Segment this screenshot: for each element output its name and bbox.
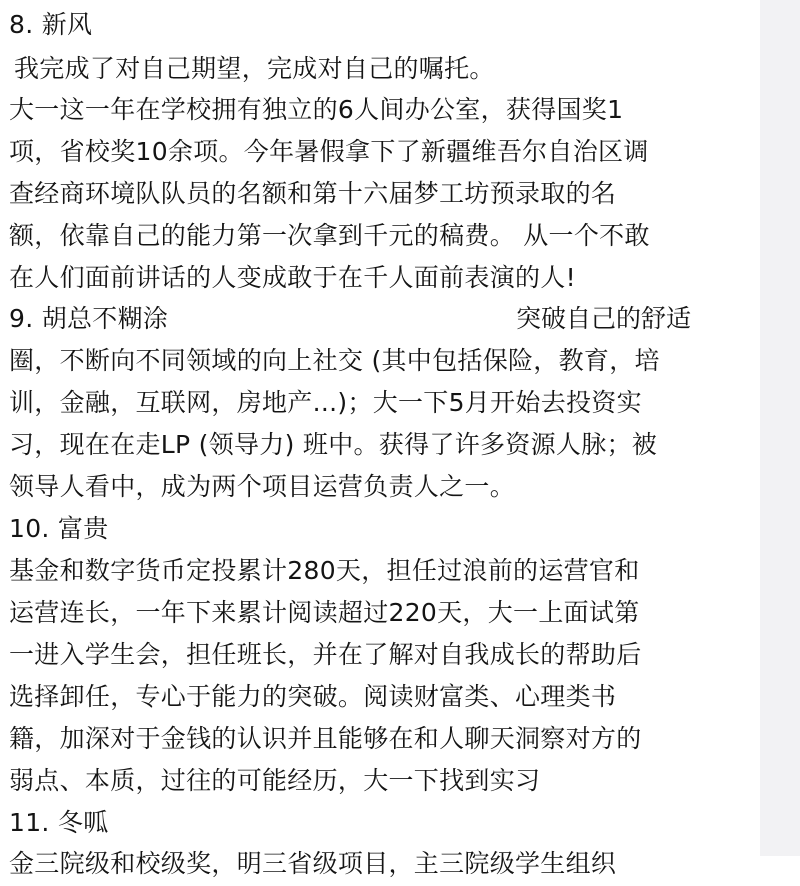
text-line: 基金和数字货币定投累计280天，担任过浪前的运营官和 (9, 556, 640, 585)
text-line: 习，现在在走LP (领导力) 班中。获得了许多资源人脉；被 (9, 430, 658, 459)
side-panel (760, 0, 800, 856)
section-heading-8: 8. 新风 (9, 10, 93, 39)
text-line: 圈，不断向不同领域的向上社交 (其中包括保险，教育，培 (9, 346, 660, 375)
section-heading-11: 11. 冬呱 (9, 808, 109, 837)
section-heading-9: 9. 胡总不糊涂 (9, 304, 169, 333)
text-line-cut-off: 金三院级和校级奖，明三省级项目，主三院级学生组织 (9, 849, 617, 878)
text-line: 额，依靠自己的能力第一次拿到千元的稿费。 从一个不敢 (9, 221, 650, 250)
text-line: 大一这一年在学校拥有独立的6人间办公室，获得国奖1 (9, 95, 624, 124)
text-line: 我完成了对自己期望，完成对自己的嘱托。 (14, 54, 495, 83)
text-line: 选择卸任，专心于能力的突破。阅读财富类、心理类书 (9, 682, 617, 711)
text-line: 训，金融，互联网，房地产...)；大一下5月开始去投资实 (9, 388, 642, 417)
section-heading-10: 10. 富贵 (9, 514, 109, 543)
text-line: 一进入学生会，担任班长，并在了解对自我成长的帮助后 (9, 640, 642, 669)
text-line: 籍，加深对于金钱的认识并且能够在和人聊天洞察对方的 (9, 724, 642, 753)
text-line: 弱点、本质，过往的可能经历，大一下找到实习 (9, 766, 541, 795)
text-line: 领导人看中，成为两个项目运营负责人之一。 (9, 472, 516, 501)
text-line-continuation: 突破自己的舒适 (516, 304, 692, 333)
text-line: 查经商环境队队员的名额和第十六届梦工坊预录取的名 (9, 179, 617, 208)
text-line: 项，省校奖10余项。今年暑假拿下了新疆维吾尔自治区调 (9, 137, 649, 166)
text-line: 在人们面前讲话的人变成敢于在千人面前表演的人! (9, 263, 576, 292)
text-line: 运营连长，一年下来累计阅读超过220天，大一上面试第 (9, 598, 640, 627)
